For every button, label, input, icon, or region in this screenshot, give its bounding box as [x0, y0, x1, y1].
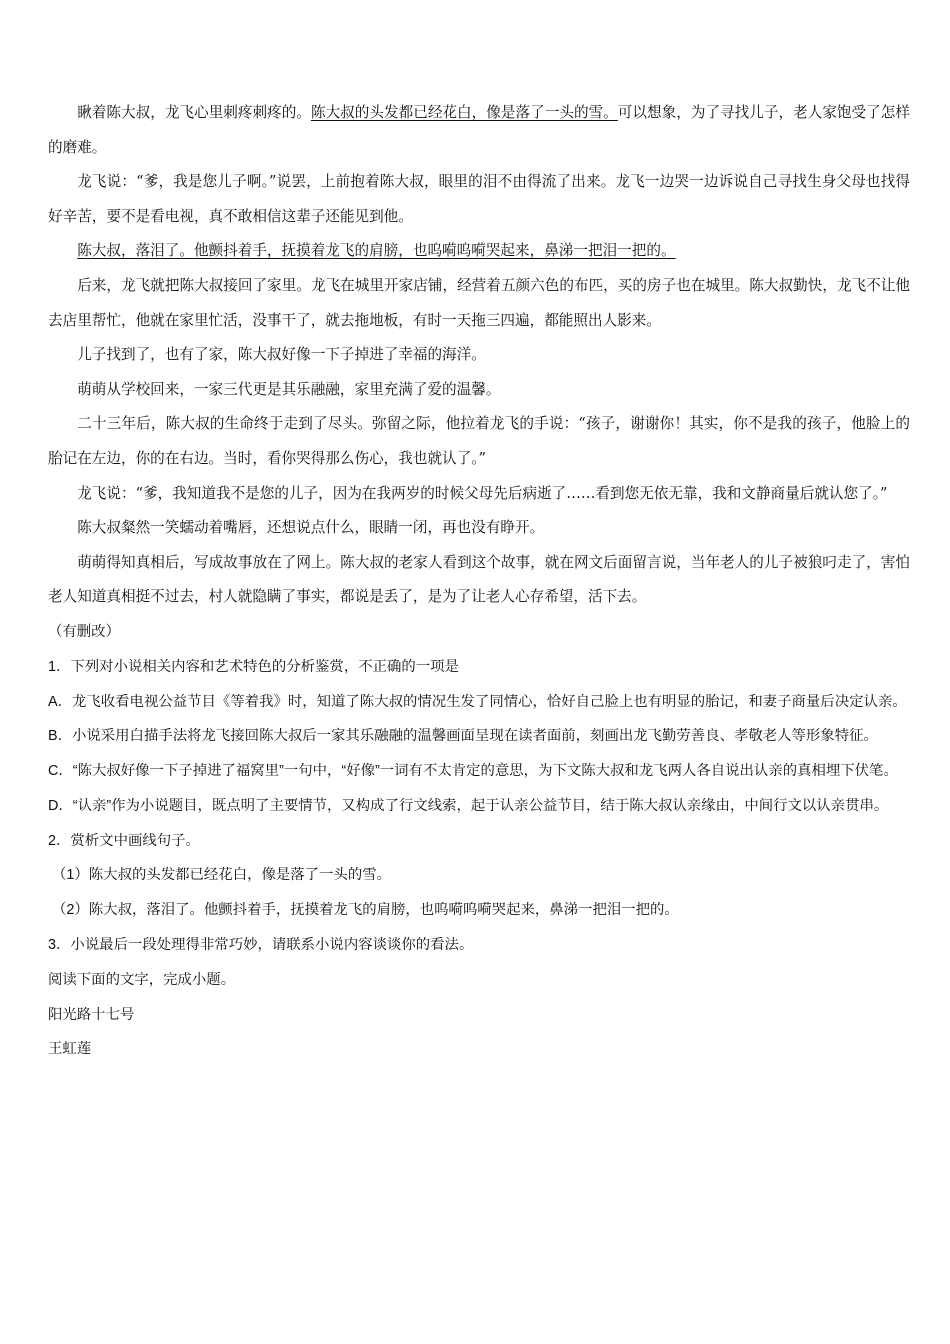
paragraph-text: 可以想象，为了寻找儿子，老人家饱受了怎样的磨难。 [48, 104, 910, 156]
story-paragraph-5: 儿子找到了，也有了家，陈大叔好像一下子掉进了幸福的海洋。 [77, 346, 486, 364]
underlined-sentence-2: 陈大叔，落泪了。他颤抖着手，抚摸着龙飞的肩膀，也呜嗬呜嗬哭起来，鼻涕一把泪一把的。 [77, 242, 676, 260]
reading-instruction: 阅读下面的文字，完成小题。 [48, 971, 236, 988]
next-story-title: 阳光路十七号 [48, 1006, 135, 1023]
story-paragraph-4: 后来，龙飞就把陈大叔接回了家里。龙飞在城里开家店铺，经营着五颜六色的布匹，买的房子也在城里。陈大叔勤快，龙飞不让他去店里帮忙，他就在家里忙活，没事干了，就去拖地板，有时一天拖三四遍，都能照出人影来。 [48, 276, 910, 329]
question-1: 1．下列对小说相关内容和艺术特色的分析鉴赏，不正确的一项是 [48, 658, 459, 675]
story-paragraph-3 [48, 234, 910, 269]
next-story-author: 王虹莲 [48, 1041, 92, 1058]
edit-note: （有删改） [48, 623, 120, 640]
paragraph-text: 瞅着陈大叔，龙飞心里刺疼刺疼的。 [77, 104, 311, 121]
story-paragraph-8: 龙飞说：“爹，我知道我不是您的儿子，因为在我两岁的时候父母先后病逝了……看到您无依无靠，我和文静商量后就认您了。” [77, 484, 888, 502]
question-2-item-1: （1）陈大叔的头发都已经花白，像是落了一头的雪。 [52, 867, 391, 884]
story-paragraph-10: 萌萌得知真相后，写成故事放在了网上。陈大叔的老家人看到这个故事，就在网文后面留言说，当年老人的儿子被狼叼走了，害怕老人知道真相挺不过去，村人就隐瞒了事实，都说是丢了，是为了让老人心存希望，活下去。 [48, 553, 910, 606]
story-paragraph-2: 龙飞说：“爹，我是您儿子啊。”说罢，上前抱着陈大叔，眼里的泪不由得流了出来。龙飞一边哭一边诉说自己寻找生身父母也找得好辛苦，要不是看电视，真不敢相信这辈子还能见到他。 [48, 173, 910, 225]
question-3: 3．小说最后一段处理得非常巧妙，请联系小说内容谈谈你的看法。 [48, 937, 474, 954]
question-1-option-b: B．小说采用白描手法将龙飞接回陈大叔后一家其乐融融的温馨画面呈现在读者面前，刻画出龙飞勤劳善良、孝敬老人等形象特征。 [48, 728, 878, 745]
story-paragraph-9: 陈大叔粲然一笑蠕动着嘴唇，还想说点什么，眼睛一闭，再也没有睁开。 [77, 519, 545, 537]
story-paragraph-1 [48, 96, 910, 165]
question-2-item-2: （2）陈大叔，落泪了。他颤抖着手，抚摸着龙飞的肩膀，也呜嗬呜嗬哭起来，鼻涕一把泪一把的。 [52, 902, 679, 919]
question-1-option-d: D．“认亲”作为小说题目，既点明了主要情节，又构成了行文线索，起于认亲公益节目，结于陈大叔认亲缘由，中间行文以认亲贯串。 [48, 797, 889, 814]
story-paragraph-7: 二十三年后，陈大叔的生命终于走到了尽头。弥留之际，他拉着龙飞的手说：“孩子，谢谢你！其实，你不是我的孩子，他脸上的胎记在左边，你的在右边。当时，看你哭得那么伤心，我也就认了。” [48, 415, 910, 467]
story-paragraph-6: 萌萌从学校回来，一家三代更是其乐融融，家里充满了爱的温馨。 [77, 380, 501, 398]
question-1-option-a: A．龙飞收看电视公益节目《等着我》时，知道了陈大叔的情况生发了同情心，恰好自己脸上也有明显的胎记，和妻子商量后决定认亲。 [48, 693, 907, 710]
underlined-sentence-1: 陈大叔的头发都已经花白，像是落了一头的雪。 [310, 104, 618, 121]
question-2: 2．赏析文中画线句子。 [48, 832, 200, 849]
question-1-option-c: C．“陈大叔好像一下子掉进了福窝里”一句中，“好像”一词有不太肯定的意思，为下文陈大叔和龙飞两人各自说出认亲的真相埋下伏笔。 [48, 763, 898, 780]
document-page [48, 96, 910, 1067]
